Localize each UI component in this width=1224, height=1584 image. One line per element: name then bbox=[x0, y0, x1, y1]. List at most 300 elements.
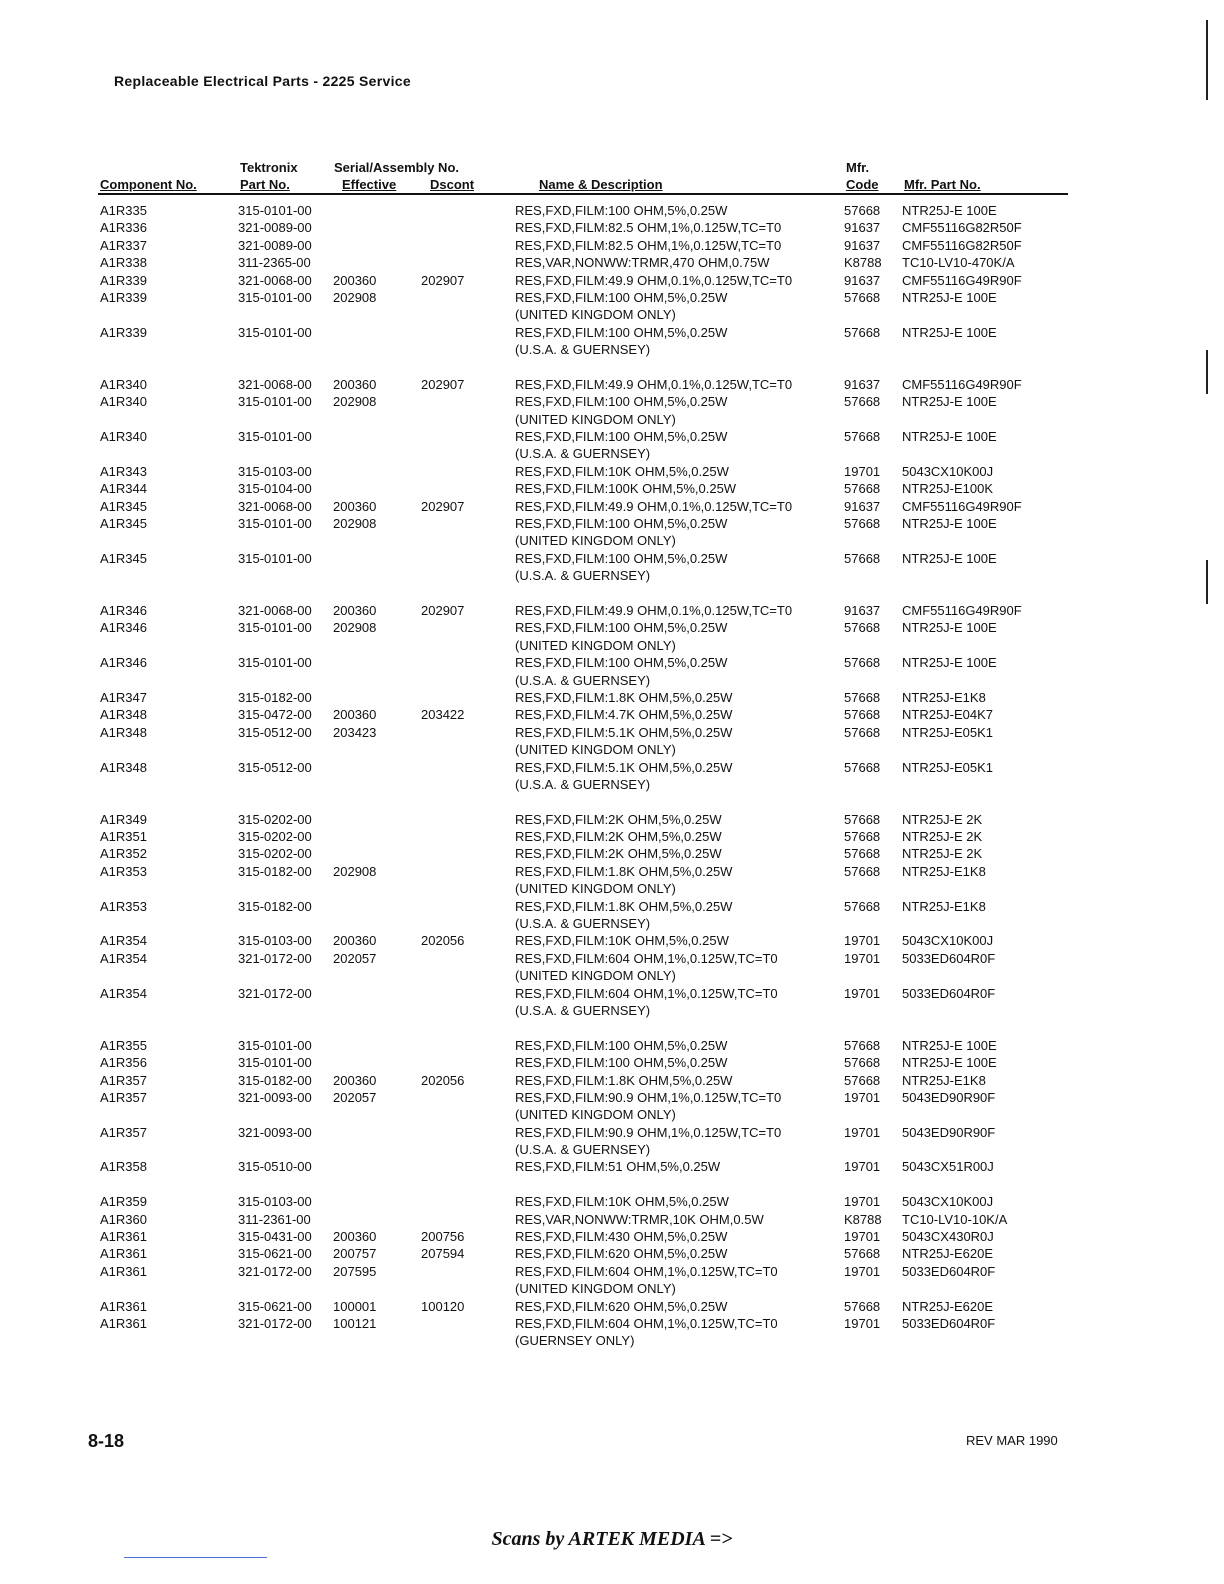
mfr-part-no: NTR25J-E 100E bbox=[902, 1037, 997, 1053]
serial-dscont: 202056 bbox=[421, 1072, 465, 1088]
table-row bbox=[0, 463, 1224, 480]
description: (UNITED KINGDOM ONLY) bbox=[515, 637, 676, 653]
header-mfr-part-no: Mfr. Part No. bbox=[904, 177, 981, 192]
table-row-note bbox=[0, 776, 1224, 793]
part-no: 311-2361-00 bbox=[238, 1211, 311, 1227]
component-no: A1R346 bbox=[100, 655, 147, 671]
part-no: 321-0172-00 bbox=[238, 1316, 312, 1331]
mfr-part-no: CMF55116G49R90F bbox=[902, 272, 1022, 288]
mfr-code: 19701 bbox=[844, 933, 881, 949]
component-no: A1R360 bbox=[100, 1211, 147, 1227]
serial-effective: 200360 bbox=[333, 1072, 377, 1088]
table-row bbox=[0, 1228, 1224, 1245]
component-no: A1R345 bbox=[100, 516, 147, 532]
serial-effective: 202908 bbox=[333, 394, 377, 410]
mfr-code: 91637 bbox=[844, 272, 881, 288]
mfr-code: 57668 bbox=[844, 689, 881, 705]
description: (UNITED KINGDOM ONLY) bbox=[515, 742, 676, 758]
mfr-code: 19701 bbox=[844, 1124, 881, 1140]
part-no: 315-0202-00 bbox=[238, 811, 312, 827]
description: (U.S.A. & GUERNSEY) bbox=[515, 916, 651, 932]
mfr-code: 57668 bbox=[844, 655, 881, 671]
mfr-code: 57668 bbox=[844, 324, 881, 340]
mfr-code: 57668 bbox=[844, 1055, 881, 1071]
serial-effective: 200360 bbox=[333, 933, 377, 949]
serial-effective: 203423 bbox=[333, 724, 377, 740]
table-row-note bbox=[0, 880, 1224, 897]
table-row-note bbox=[0, 567, 1224, 584]
mfr-code: 57668 bbox=[844, 724, 881, 740]
parts-table bbox=[0, 202, 1224, 1350]
table-row bbox=[0, 828, 1224, 845]
description: RES,FXD,FILM:49.9 OHM,0.1%,0.125W,TC=T0 bbox=[515, 602, 793, 618]
description: (UNITED KINGDOM ONLY) bbox=[515, 307, 676, 323]
table-row bbox=[0, 237, 1224, 254]
component-no: A1R348 bbox=[100, 724, 147, 740]
component-no: A1R354 bbox=[100, 950, 147, 966]
description: RES,FXD,FILM:4.7K OHM,5%,0.25W bbox=[515, 707, 733, 723]
description: (UNITED KINGDOM ONLY) bbox=[515, 1107, 676, 1123]
part-no: 315-0101-00 bbox=[238, 289, 312, 305]
table-row bbox=[0, 254, 1224, 271]
part-no: 321-0068-00 bbox=[238, 272, 312, 288]
header-name-description: Name & Description bbox=[539, 177, 663, 192]
part-no: 315-0101-00 bbox=[238, 655, 312, 671]
mfr-code: 57668 bbox=[844, 829, 881, 845]
page-header: Replaceable Electrical Parts - 2225 Service bbox=[114, 73, 411, 89]
description: RES,FXD,FILM:10K OHM,5%,0.25W bbox=[515, 933, 729, 949]
description: (UNITED KINGDOM ONLY) bbox=[515, 968, 676, 984]
mfr-part-no: CMF55116G49R90F bbox=[902, 602, 1022, 618]
part-no: 315-0472-00 bbox=[238, 707, 312, 723]
revision-date: REV MAR 1990 bbox=[966, 1433, 1058, 1448]
table-row-note bbox=[0, 915, 1224, 932]
serial-dscont: 202907 bbox=[421, 272, 465, 288]
serial-effective: 202908 bbox=[333, 289, 377, 305]
description: RES,FXD,FILM:1.8K OHM,5%,0.25W bbox=[515, 863, 733, 879]
mfr-code: 57668 bbox=[844, 289, 881, 305]
table-row bbox=[0, 1037, 1224, 1054]
description: RES,FXD,FILM:100 OHM,5%,0.25W bbox=[515, 620, 728, 636]
component-no: A1R346 bbox=[100, 620, 147, 636]
part-no: 321-0093-00 bbox=[238, 1089, 312, 1105]
table-row bbox=[0, 689, 1224, 706]
part-no: 315-0202-00 bbox=[238, 829, 312, 845]
description: RES,FXD,FILM:2K OHM,5%,0.25W bbox=[515, 846, 722, 862]
serial-effective: 200360 bbox=[333, 498, 377, 514]
description: RES,FXD,FILM:620 OHM,5%,0.25W bbox=[515, 1298, 728, 1314]
description: RES,FXD,FILM:100 OHM,5%,0.25W bbox=[515, 655, 728, 671]
description: RES,FXD,FILM:100 OHM,5%,0.25W bbox=[515, 429, 728, 445]
mfr-code: 57668 bbox=[844, 429, 881, 445]
part-no: 321-0093-00 bbox=[238, 1124, 312, 1140]
part-no: 315-0512-00 bbox=[238, 724, 312, 740]
mfr-part-no: NTR25J-E 2K bbox=[902, 829, 983, 845]
table-row bbox=[0, 985, 1224, 1002]
component-no: A1R361 bbox=[100, 1316, 147, 1331]
part-no: 315-0101-00 bbox=[238, 1055, 312, 1071]
table-row bbox=[0, 1245, 1224, 1262]
table-row bbox=[0, 1298, 1224, 1315]
table-row bbox=[0, 1072, 1224, 1089]
header-effective: Effective bbox=[342, 177, 397, 192]
table-row bbox=[0, 480, 1224, 497]
description: (U.S.A. & GUERNSEY) bbox=[515, 1002, 651, 1018]
component-no: A1R346 bbox=[100, 602, 147, 618]
mfr-part-no: 5043CX51R00J bbox=[902, 1159, 994, 1175]
description: RES,FXD,FILM:1.8K OHM,5%,0.25W bbox=[515, 898, 733, 914]
description: (UNITED KINGDOM ONLY) bbox=[515, 533, 676, 549]
mfr-code: 57668 bbox=[844, 811, 881, 827]
description: RES,FXD,FILM:604 OHM,1%,0.125W,TC=T0 bbox=[515, 950, 778, 966]
mfr-code: 91637 bbox=[844, 498, 881, 514]
table-row bbox=[0, 619, 1224, 636]
part-no: 315-0101-00 bbox=[238, 394, 312, 410]
mfr-code: 91637 bbox=[844, 602, 881, 618]
header-mfr-code: Code bbox=[846, 177, 879, 192]
scan-credit: Scans by ARTEK MEDIA => bbox=[491, 1528, 733, 1550]
description: RES,FXD,FILM:604 OHM,1%,0.125W,TC=T0 bbox=[515, 1263, 778, 1279]
mfr-part-no: NTR25J-E05K1 bbox=[902, 724, 994, 740]
mfr-part-no: 5043CX10K00J bbox=[902, 463, 994, 479]
header-part-no: Part No. bbox=[240, 177, 290, 192]
table-row-note bbox=[0, 1002, 1224, 1019]
description: RES,FXD,FILM:90.9 OHM,1%,0.125W,TC=T0 bbox=[515, 1089, 782, 1105]
mfr-code: 57668 bbox=[844, 846, 881, 862]
mfr-part-no: NTR25J-E620E bbox=[902, 1298, 994, 1314]
component-no: A1R354 bbox=[100, 933, 147, 949]
column-headers bbox=[0, 160, 1224, 196]
part-no: 321-0172-00 bbox=[238, 985, 312, 1001]
table-row bbox=[0, 811, 1224, 828]
part-no: 315-0621-00 bbox=[238, 1246, 312, 1262]
description: RES,FXD,FILM:49.9 OHM,0.1%,0.125W,TC=T0 bbox=[515, 498, 793, 514]
mfr-part-no: NTR25J-E1K8 bbox=[902, 1072, 986, 1088]
component-no: A1R361 bbox=[100, 1246, 147, 1262]
table-row bbox=[0, 654, 1224, 671]
mfr-part-no: CMF55116G49R90F bbox=[902, 498, 1022, 514]
part-no: 315-0104-00 bbox=[238, 481, 312, 497]
description: RES,FXD,FILM:5.1K OHM,5%,0.25W bbox=[515, 724, 733, 740]
part-no: 315-0101-00 bbox=[238, 429, 312, 445]
description: RES,FXD,FILM:51 OHM,5%,0.25W bbox=[515, 1159, 721, 1175]
table-row-note bbox=[0, 672, 1224, 689]
table-row bbox=[0, 898, 1224, 915]
part-no: 315-0101-00 bbox=[238, 620, 312, 636]
mfr-code: 57668 bbox=[844, 1298, 881, 1314]
mfr-code: 19701 bbox=[844, 463, 881, 479]
description: (GUERNSEY ONLY) bbox=[515, 1333, 635, 1349]
part-no: 321-0068-00 bbox=[238, 602, 312, 618]
serial-dscont: 200756 bbox=[421, 1229, 465, 1245]
table-row bbox=[0, 202, 1224, 219]
table-row bbox=[0, 428, 1224, 445]
mfr-part-no: NTR25J-E100K bbox=[902, 481, 994, 497]
mfr-part-no: NTR25J-E05K1 bbox=[902, 759, 994, 775]
mfr-code: 19701 bbox=[844, 1159, 881, 1175]
table-row bbox=[0, 706, 1224, 723]
part-no: 315-0103-00 bbox=[238, 1194, 312, 1210]
mfr-code: 19701 bbox=[844, 985, 881, 1001]
table-row bbox=[0, 1193, 1224, 1210]
part-no: 321-0172-00 bbox=[238, 950, 312, 966]
serial-effective: 200360 bbox=[333, 376, 377, 392]
component-no: A1R339 bbox=[100, 272, 147, 288]
part-no: 321-0089-00 bbox=[238, 220, 312, 236]
table-row-note bbox=[0, 741, 1224, 758]
scan-edge-mark bbox=[1206, 20, 1208, 100]
part-no: 315-0621-00 bbox=[238, 1298, 312, 1314]
header-serial-assembly: Serial/Assembly No. bbox=[334, 160, 459, 175]
component-no: A1R357 bbox=[100, 1124, 147, 1140]
mfr-part-no: NTR25J-E04K7 bbox=[902, 707, 994, 723]
table-row bbox=[0, 498, 1224, 515]
description: RES,FXD,FILM:604 OHM,1%,0.125W,TC=T0 bbox=[515, 1316, 778, 1331]
serial-dscont: 207594 bbox=[421, 1246, 465, 1262]
header-tektronix: Tektronix bbox=[240, 160, 298, 175]
description: RES,FXD,FILM:82.5 OHM,1%,0.125W,TC=T0 bbox=[515, 220, 782, 236]
part-no: 315-0512-00 bbox=[238, 759, 312, 775]
mfr-part-no: 5043CX10K00J bbox=[902, 1194, 994, 1210]
mfr-part-no: CMF55116G82R50F bbox=[902, 237, 1022, 253]
part-no: 315-0182-00 bbox=[238, 689, 312, 705]
mfr-code: 57668 bbox=[844, 394, 881, 410]
description: (U.S.A. & GUERNSEY) bbox=[515, 342, 651, 358]
description: RES,FXD,FILM:100 OHM,5%,0.25W bbox=[515, 550, 728, 566]
description: RES,FXD,FILM:604 OHM,1%,0.125W,TC=T0 bbox=[515, 985, 778, 1001]
mfr-code: 91637 bbox=[844, 237, 881, 253]
mfr-part-no: NTR25J-E 100E bbox=[902, 516, 997, 532]
mfr-part-no: NTR25J-E 100E bbox=[902, 429, 997, 445]
serial-effective: 100121 bbox=[333, 1316, 377, 1331]
part-no: 315-0182-00 bbox=[238, 898, 312, 914]
mfr-part-no: NTR25J-E1K8 bbox=[902, 863, 986, 879]
scan-edge-mark bbox=[1206, 350, 1208, 394]
mfr-code: 19701 bbox=[844, 1316, 881, 1331]
mfr-code: 57668 bbox=[844, 516, 881, 532]
table-row bbox=[0, 1158, 1224, 1175]
table-row bbox=[0, 1054, 1224, 1071]
component-no: A1R345 bbox=[100, 550, 147, 566]
mfr-part-no: 5033ED604R0F bbox=[902, 985, 996, 1001]
table-row-note bbox=[0, 306, 1224, 323]
component-no: A1R357 bbox=[100, 1072, 147, 1088]
scan-edge-mark bbox=[1206, 560, 1208, 604]
table-row bbox=[0, 515, 1224, 532]
mfr-code: 91637 bbox=[844, 376, 881, 392]
mfr-code: 57668 bbox=[844, 203, 881, 218]
description: RES,FXD,FILM:100 OHM,5%,0.25W bbox=[515, 516, 728, 532]
mfr-code: 57668 bbox=[844, 1072, 881, 1088]
mfr-part-no: 5033ED604R0F bbox=[902, 1263, 996, 1279]
description: RES,VAR,NONWW:TRMR,470 OHM,0.75W bbox=[515, 255, 770, 271]
mfr-code: 57668 bbox=[844, 707, 881, 723]
mfr-part-no: NTR25J-E1K8 bbox=[902, 898, 986, 914]
description: RES,VAR,NONWW:TRMR,10K OHM,0.5W bbox=[515, 1211, 764, 1227]
serial-effective: 202908 bbox=[333, 516, 377, 532]
description: RES,FXD,FILM:100 OHM,5%,0.25W bbox=[515, 324, 728, 340]
component-no: A1R348 bbox=[100, 707, 147, 723]
description: (U.S.A. & GUERNSEY) bbox=[515, 446, 651, 462]
component-no: A1R361 bbox=[100, 1263, 147, 1279]
component-no: A1R339 bbox=[100, 324, 147, 340]
mfr-code: 57668 bbox=[844, 550, 881, 566]
component-no: A1R358 bbox=[100, 1159, 147, 1175]
serial-effective: 202057 bbox=[333, 1089, 377, 1105]
serial-dscont: 202907 bbox=[421, 602, 465, 618]
mfr-part-no: 5043CX430R0J bbox=[902, 1229, 994, 1245]
table-row-note bbox=[0, 411, 1224, 428]
component-no: A1R349 bbox=[100, 811, 147, 827]
mfr-code: 57668 bbox=[844, 898, 881, 914]
mfr-part-no: NTR25J-E 100E bbox=[902, 324, 997, 340]
part-no: 315-0202-00 bbox=[238, 846, 312, 862]
description: RES,FXD,FILM:49.9 OHM,0.1%,0.125W,TC=T0 bbox=[515, 272, 793, 288]
description: RES,FXD,FILM:5.1K OHM,5%,0.25W bbox=[515, 759, 733, 775]
mfr-code: 57668 bbox=[844, 1246, 881, 1262]
mfr-code: 19701 bbox=[844, 1194, 881, 1210]
part-no: 315-0431-00 bbox=[238, 1229, 312, 1245]
table-row bbox=[0, 1211, 1224, 1228]
table-row bbox=[0, 289, 1224, 306]
mfr-part-no: NTR25J-E 100E bbox=[902, 550, 997, 566]
table-row bbox=[0, 724, 1224, 741]
mfr-part-no: NTR25J-E 2K bbox=[902, 846, 983, 862]
component-no: A1R340 bbox=[100, 429, 147, 445]
description: (UNITED KINGDOM ONLY) bbox=[515, 881, 676, 897]
component-no: A1R361 bbox=[100, 1229, 147, 1245]
part-no: 315-0510-00 bbox=[238, 1159, 312, 1175]
mfr-part-no: NTR25J-E 100E bbox=[902, 655, 997, 671]
table-row bbox=[0, 602, 1224, 619]
part-no: 315-0101-00 bbox=[238, 516, 312, 532]
description: RES,FXD,FILM:2K OHM,5%,0.25W bbox=[515, 829, 722, 845]
part-no: 315-0101-00 bbox=[238, 324, 312, 340]
mfr-code: 57668 bbox=[844, 863, 881, 879]
table-row bbox=[0, 376, 1224, 393]
component-no: A1R337 bbox=[100, 237, 147, 253]
mfr-code: 57668 bbox=[844, 481, 881, 497]
component-no: A1R340 bbox=[100, 394, 147, 410]
component-no: A1R347 bbox=[100, 689, 147, 705]
component-no: A1R355 bbox=[100, 1037, 147, 1053]
component-no: A1R339 bbox=[100, 289, 147, 305]
table-row bbox=[0, 1124, 1224, 1141]
serial-dscont: 203422 bbox=[421, 707, 465, 723]
table-row bbox=[0, 845, 1224, 862]
description: RES,FXD,FILM:90.9 OHM,1%,0.125W,TC=T0 bbox=[515, 1124, 782, 1140]
table-row bbox=[0, 550, 1224, 567]
description: (U.S.A. & GUERNSEY) bbox=[515, 568, 651, 584]
mfr-part-no: NTR25J-E 100E bbox=[902, 289, 997, 305]
component-no: A1R352 bbox=[100, 846, 147, 862]
mfr-code: 19701 bbox=[844, 1229, 881, 1245]
mfr-code: 19701 bbox=[844, 1089, 881, 1105]
component-no: A1R356 bbox=[100, 1055, 147, 1071]
table-row bbox=[0, 324, 1224, 341]
mfr-code: K8788 bbox=[844, 1211, 882, 1227]
component-no: A1R343 bbox=[100, 463, 147, 479]
header-component-no: Component No. bbox=[100, 177, 197, 192]
mfr-code: 19701 bbox=[844, 1263, 881, 1279]
table-row bbox=[0, 863, 1224, 880]
description: RES,FXD,FILM:1.8K OHM,5%,0.25W bbox=[515, 689, 733, 705]
serial-effective: 200360 bbox=[333, 1229, 377, 1245]
description: RES,FXD,FILM:430 OHM,5%,0.25W bbox=[515, 1229, 728, 1245]
part-no: 315-0103-00 bbox=[238, 933, 312, 949]
table-row bbox=[0, 1315, 1224, 1332]
component-no: A1R335 bbox=[100, 203, 147, 218]
serial-effective: 200360 bbox=[333, 602, 377, 618]
serial-effective: 207595 bbox=[333, 1263, 377, 1279]
description: RES,FXD,FILM:10K OHM,5%,0.25W bbox=[515, 1194, 729, 1210]
table-row-note bbox=[0, 532, 1224, 549]
table-row bbox=[0, 393, 1224, 410]
mfr-code: 57668 bbox=[844, 1037, 881, 1053]
part-no: 321-0068-00 bbox=[238, 376, 312, 392]
serial-effective: 200360 bbox=[333, 272, 377, 288]
description: RES,FXD,FILM:100 OHM,5%,0.25W bbox=[515, 203, 728, 218]
part-no: 315-0101-00 bbox=[238, 203, 312, 218]
serial-dscont: 202907 bbox=[421, 498, 465, 514]
component-no: A1R357 bbox=[100, 1089, 147, 1105]
serial-effective: 100001 bbox=[333, 1298, 377, 1314]
table-row-note bbox=[0, 967, 1224, 984]
mfr-part-no: CMF55116G49R90F bbox=[902, 376, 1022, 392]
description: (U.S.A. & GUERNSEY) bbox=[515, 1142, 651, 1158]
component-no: A1R361 bbox=[100, 1298, 147, 1314]
description: RES,FXD,FILM:2K OHM,5%,0.25W bbox=[515, 811, 722, 827]
description: RES,FXD,FILM:100 OHM,5%,0.25W bbox=[515, 1055, 728, 1071]
description: RES,FXD,FILM:100 OHM,5%,0.25W bbox=[515, 394, 728, 410]
header-rule bbox=[98, 193, 1068, 195]
description: RES,FXD,FILM:1.8K OHM,5%,0.25W bbox=[515, 1072, 733, 1088]
mfr-part-no: 5043ED90R90F bbox=[902, 1124, 996, 1140]
part-no: 315-0101-00 bbox=[238, 1037, 312, 1053]
mfr-part-no: NTR25J-E 100E bbox=[902, 394, 997, 410]
table-row-note bbox=[0, 1106, 1224, 1123]
table-row bbox=[0, 950, 1224, 967]
description: RES,FXD,FILM:100 OHM,5%,0.25W bbox=[515, 289, 728, 305]
serial-effective: 200360 bbox=[333, 707, 377, 723]
part-no: 315-0182-00 bbox=[238, 1072, 312, 1088]
mfr-code: 57668 bbox=[844, 759, 881, 775]
serial-dscont: 100120 bbox=[421, 1298, 465, 1314]
table-row-note bbox=[0, 1141, 1224, 1158]
serial-effective: 202908 bbox=[333, 620, 377, 636]
table-row-note bbox=[0, 445, 1224, 462]
mfr-code: K8788 bbox=[844, 255, 882, 271]
description: RES,FXD,FILM:82.5 OHM,1%,0.125W,TC=T0 bbox=[515, 237, 782, 253]
mfr-part-no: NTR25J-E1K8 bbox=[902, 689, 986, 705]
table-row bbox=[0, 272, 1224, 289]
header-dscont: Dscont bbox=[430, 177, 475, 192]
component-no: A1R351 bbox=[100, 829, 147, 845]
footer-link-rule bbox=[124, 1557, 267, 1558]
part-no: 315-0101-00 bbox=[238, 550, 312, 566]
table-row bbox=[0, 1089, 1224, 1106]
part-no: 321-0089-00 bbox=[238, 237, 312, 253]
table-row bbox=[0, 219, 1224, 236]
mfr-part-no: 5033ED604R0F bbox=[902, 950, 996, 966]
mfr-part-no: 5033ED604R0F bbox=[902, 1316, 996, 1331]
serial-effective: 200757 bbox=[333, 1246, 377, 1262]
serial-dscont: 202907 bbox=[421, 376, 465, 392]
component-no: A1R353 bbox=[100, 863, 147, 879]
part-no: 315-0103-00 bbox=[238, 463, 312, 479]
component-no: A1R338 bbox=[100, 255, 147, 271]
description: RES,FXD,FILM:10K OHM,5%,0.25W bbox=[515, 463, 729, 479]
